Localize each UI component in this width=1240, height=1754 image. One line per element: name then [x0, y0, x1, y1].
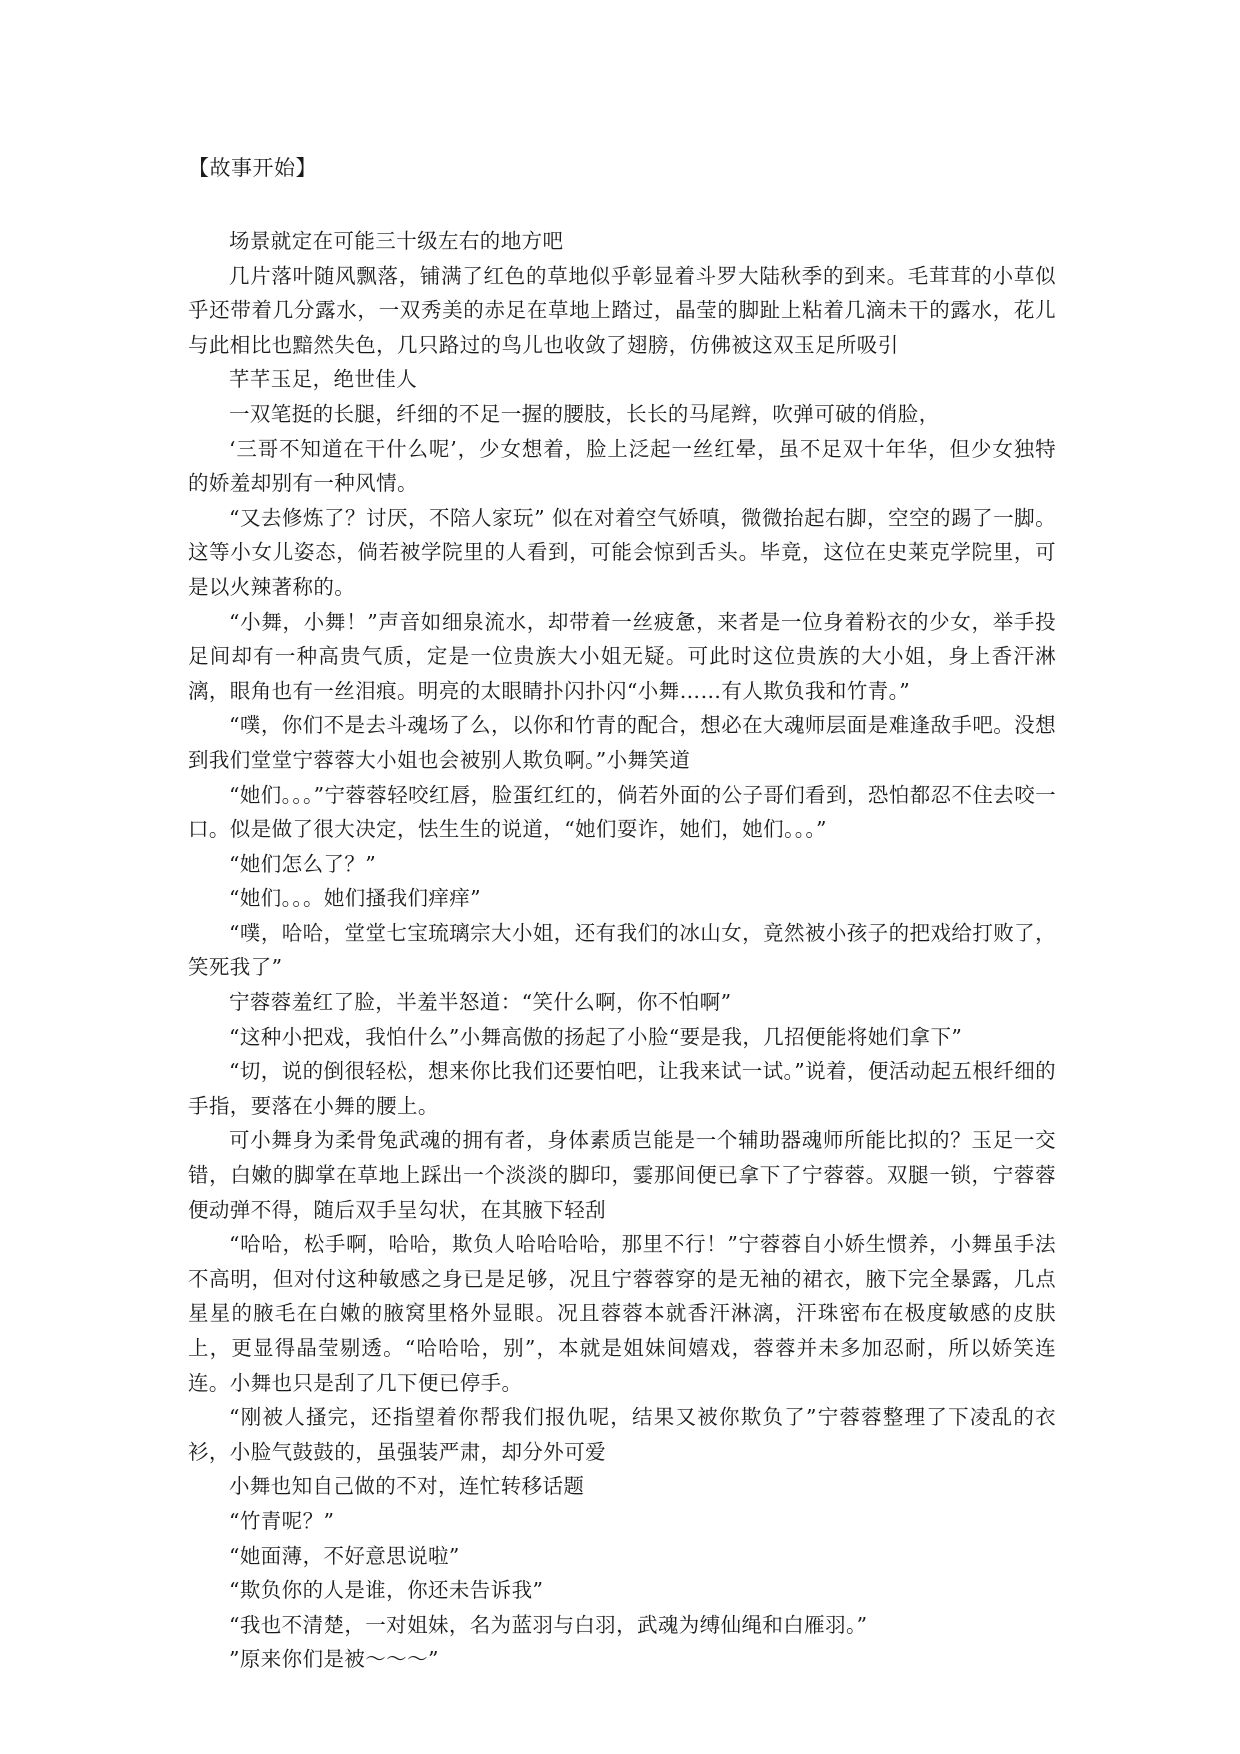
story-paragraph: “她面薄，不好意思说啦”	[229, 1543, 460, 1568]
story-paragraph: 可小舞身为柔骨兔武魂的拥有者，身体素质岂能是一个辅助器魂师所能比拟的？玉足一交错，白嫩的脚掌在草地上踩出一个淡淡的脚印，霎那间便已拿下了宁蓉蓉。双腿一锁，宁蓉蓉便动弹不得，随后双手呈勾状，在其腋下轻刮	[188, 1128, 1056, 1222]
story-paragraph: “这种小把戏，我怕什么”小舞高傲的扬起了小脸“要是我，几招便能将她们拿下”	[229, 1024, 963, 1049]
story-paragraph: ‘三哥不知道在干什么呢’，少女想着，脸上泛起一丝红晕，虽不足双十年华，但少女独特的娇羞却别有一种风情。	[188, 436, 1056, 496]
story-paragraph: “她们。。。”宁蓉蓉轻咬红唇，脸蛋红红的，倘若外面的公子哥们看到，恐怕都忍不住去咬一口。似是做了很大决定，怯生生的说道，“她们耍诈，她们，她们。。。”	[188, 782, 1057, 842]
story-paragraph: 几片落叶随风飘落，铺满了红色的草地似乎彰显着斗罗大陆秋季的到来。毛茸茸的小草似乎还带着几分露水，一双秀美的赤足在草地上踏过，晶莹的脚趾上粘着几滴未干的露水，花儿与此相比也黯然失色，几只路过的鸟儿也收敛了翅膀，仿佛被这双玉足所吸引	[188, 263, 1056, 357]
story-paragraph: 小舞也知自己做的不对，连忙转移话题	[229, 1474, 585, 1499]
story-paragraph: “她们。。。她们搔我们痒痒”	[229, 886, 482, 911]
story-paragraph: “小舞，小舞！”声音如细泉流水，却带着一丝疲惫，来者是一位身着粉衣的少女，举手投足间却有一种高贵气质，定是一位贵族大小姐无疑。可此时这位贵族的大小姐，身上香汗淋漓，眼角也有一丝泪痕。明亮的太眼睛扑闪扑闪“小舞……有人欺负我和竹青。”	[188, 609, 1056, 703]
story-paragraph: “哈哈，松手啊，哈哈，欺负人哈哈哈哈，那里不行！”宁蓉蓉自小娇生惯养，小舞虽手法不高明，但对付这种敏感之身已是足够，况且宁蓉蓉穿的是无袖的裙衣，腋下完全暴露，几点星星的腋毛在白嫩的腋窝里格外显眼。况且蓉蓉本就香汗淋漓，汗珠密布在极度敏感的皮肤上，更显得晶莹剔透。“哈哈哈，别”，本就是姐妹间嬉戏，蓉蓉并未多加忍耐，所以娇笑连连。小舞也只是刮了几下便已停手。	[188, 1232, 1056, 1395]
story-paragraph: “她们怎么了？”	[229, 851, 377, 876]
story-paragraph: “又去修炼了？讨厌，不陪人家玩” 似在对着空气娇嗔，微微抬起右脚，空空的踢了一脚。这等小女儿姿态，倘若被学院里的人看到，可能会惊到舌头。毕竟，这位在史莱克学院里，可是以火辣著称的。	[188, 505, 1056, 599]
story-paragraph: “切，说的倒很轻松，想来你比我们还要怕吧，让我来试一试。”说着，便活动起五根纤细的手指，要落在小舞的腰上。	[188, 1059, 1056, 1118]
story-paragraph: “竹青呢？”	[229, 1508, 335, 1533]
story-body	[188, 224, 1056, 1677]
story-paragraph: 芊芊玉足，绝世佳人	[229, 367, 418, 392]
story-paragraph: “噗，哈哈，堂堂七宝琉璃宗大小姐，还有我们的冰山女，竟然被小孩子的把戏给打败了，笑死我了”	[188, 920, 1056, 980]
section-heading: 【故事开始】	[188, 156, 317, 180]
story-paragraph: “噗，你们不是去斗魂场了么，以你和竹青的配合，想必在大魂师层面是难逢敌手吧。没想到我们堂堂宁蓉蓉大小姐也会被别人欺负啊。”小舞笑道	[188, 713, 1056, 772]
story-paragraph: ”原来你们是被～～～”	[229, 1647, 439, 1672]
story-paragraph: 宁蓉蓉羞红了脸，半羞半怒道：“笑什么啊，你不怕啊”	[229, 990, 732, 1015]
story-paragraph: 场景就定在可能三十级左右的地方吧	[229, 229, 564, 253]
story-paragraph: “欺负你的人是谁，你还未告诉我”	[229, 1578, 544, 1603]
story-paragraph: “我也不清楚，一对姐妹，名为蓝羽与白羽，武魂为缚仙绳和白雁羽。”	[229, 1612, 868, 1637]
story-paragraph: 一双笔挺的长腿，纤细的不足一握的腰肢，长长的马尾辫，吹弹可破的俏脸，	[229, 401, 940, 426]
story-paragraph: “刚被人搔完，还指望着你帮我们报仇呢，结果又被你欺负了”宁蓉蓉整理了下凌乱的衣衫，小脸气鼓鼓的，虽强装严肃，却分外可爱	[188, 1405, 1056, 1464]
